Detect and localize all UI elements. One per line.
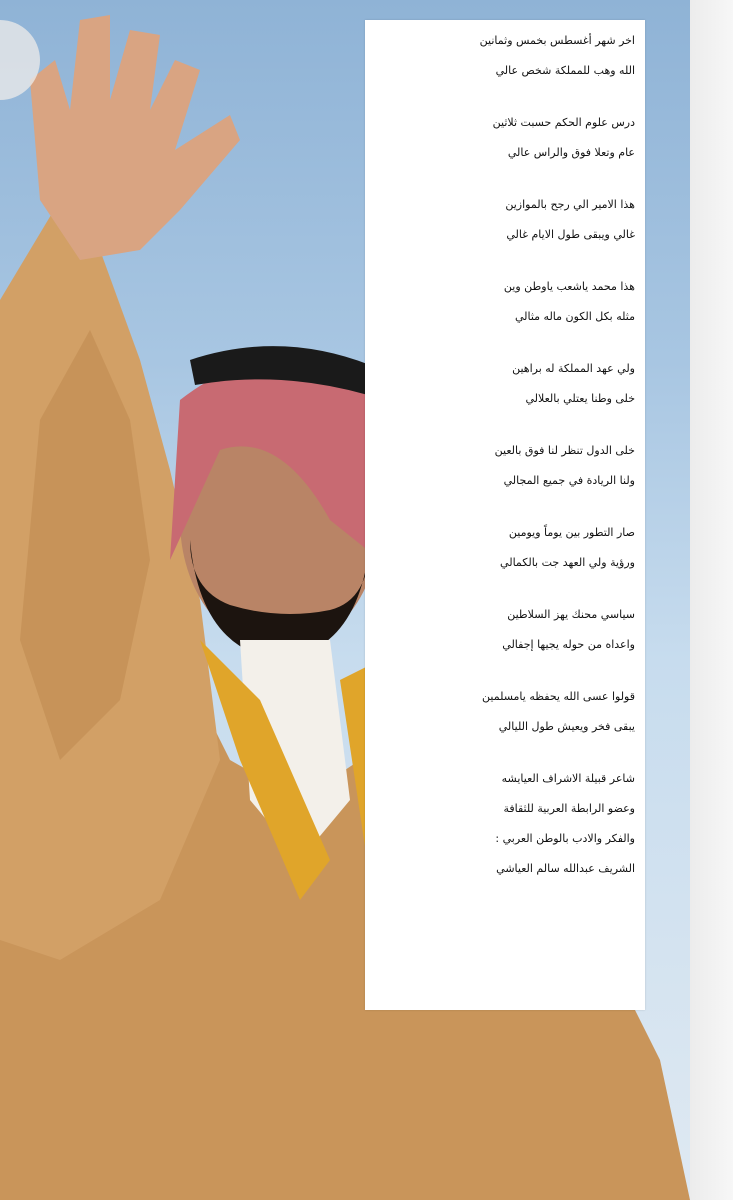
poem-stanza <box>371 436 635 496</box>
signature-line: شاعر قبيلة الاشراف العيايشه <box>501 772 635 785</box>
poem-stanza <box>371 682 635 742</box>
poem-line: ولنا الريادة في جميع المجالي <box>503 474 635 487</box>
poem-panel <box>365 20 645 1010</box>
poem-line: الله وهب للمملكة شخص عالي <box>495 64 635 77</box>
poem-line: عام وتعلا فوق والراس عالي <box>507 146 635 159</box>
poem-line: غالي ويبقى طول الايام غالي <box>506 228 635 241</box>
poem-line: خلى وطنا يعتلي بالعلالي <box>525 392 635 405</box>
poem-line: هذا الامير الي رجح بالموازين <box>505 198 635 211</box>
poem-stanza <box>371 518 635 578</box>
signature-line: وعضو الرابطة العربية للثقافة <box>503 802 635 815</box>
poem-stanza <box>371 108 635 168</box>
poem-stanza <box>371 26 635 86</box>
signature-line: والفكر والادب بالوطن العربي : <box>495 832 635 845</box>
poem-line: قولوا عسى الله يحفظه يامسلمين <box>482 690 635 703</box>
poem-line: مثله بكل الكون ماله مثالي <box>514 310 635 323</box>
poem-stanza <box>371 272 635 332</box>
poem-stanza <box>371 190 635 250</box>
poem-stanza <box>371 354 635 414</box>
right-margin <box>690 0 733 1200</box>
poem-text <box>365 20 645 884</box>
signature-line: الشريف عبدالله سالم العياشي <box>496 862 635 875</box>
poem-line: ورؤية ولي العهد جت بالكمالي <box>500 556 635 569</box>
poem-line: خلى الدول تنظر لنا فوق بالعين <box>494 444 635 457</box>
poem-line: درس علوم الحكم حسبت ثلاثين <box>492 116 635 129</box>
poem-line: ولي عهد المملكة له براهين <box>512 362 635 375</box>
poem-line: صار التطور بين يوماً ويومين <box>508 526 635 539</box>
poem-stanza <box>371 600 635 660</box>
poem-line: اخر شهر أغسطس بخمس وثمانين <box>479 34 635 47</box>
poem-line: سياسي محنك يهز السلاطين <box>507 608 635 621</box>
poet-signature <box>371 764 635 884</box>
poem-line: يبقى فخر ويعيش طول الليالي <box>498 720 635 733</box>
poem-line: واعداه من حوله يجيها إجفالي <box>502 638 635 651</box>
poem-line: هذا محمد ياشعب ياوطن وين <box>503 280 635 293</box>
